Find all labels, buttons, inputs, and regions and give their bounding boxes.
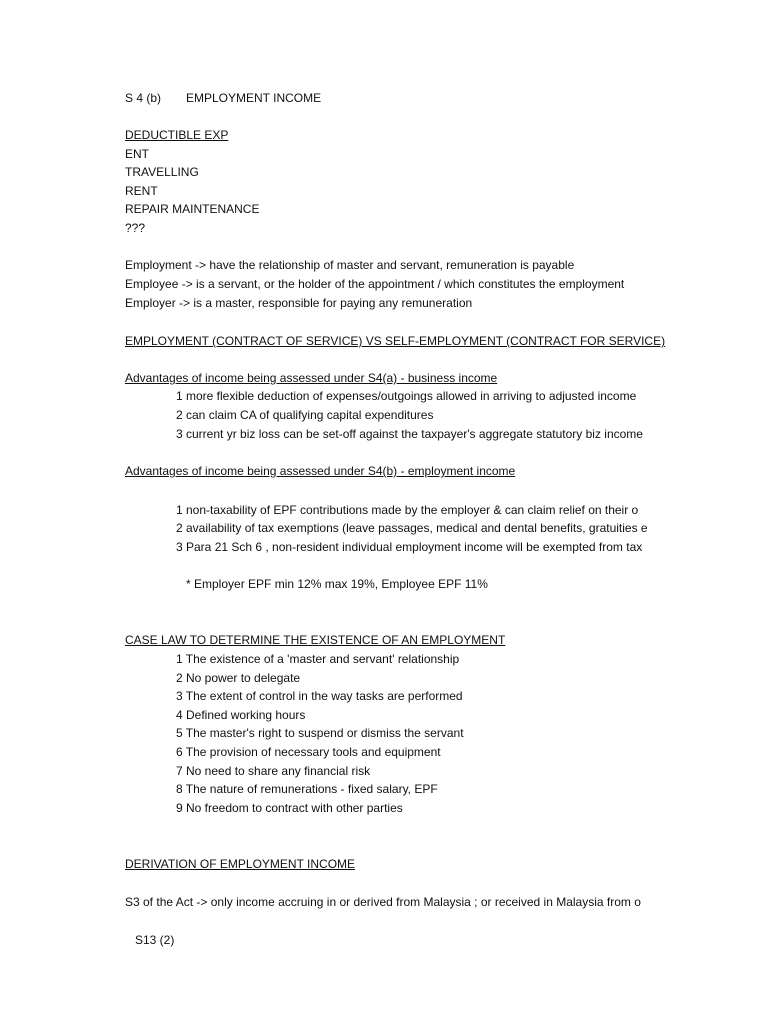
derivation-s13: S13 (2): [135, 933, 175, 947]
employment-advantage-item: 3 Para 21 Sch 6 , non-resident individual employment income will be exempted from tax: [176, 540, 643, 554]
case-law-item: 5 The master's right to suspend or dismiss the servant: [176, 726, 464, 740]
derivation-s3: S3 of the Act -> only income accruing in or derived from Malaysia ; or received in Malaysia from o: [125, 895, 641, 909]
deductible-item: TRAVELLING: [125, 165, 199, 179]
derivation-heading: DERIVATION OF EMPLOYMENT INCOME: [125, 857, 356, 871]
deductible-item: ???: [125, 221, 146, 235]
deductible-item: ENT: [125, 147, 149, 161]
business-advantage-item: 1 more flexible deduction of expenses/outgoings allowed in arriving to adjusted income: [176, 389, 637, 403]
page-title: EMPLOYMENT INCOME: [186, 91, 322, 105]
employment-advantage-item: 1 non-taxability of EPF contributions made by the employer & can claim relief on their o: [176, 503, 639, 517]
case-law-item: 2 No power to delegate: [176, 671, 301, 685]
epf-note: * Employer EPF min 12% max 19%, Employee EPF 11%: [186, 577, 488, 591]
deductible-heading: DEDUCTIBLE EXP: [125, 128, 229, 142]
definition-employee: Employee -> is a servant, or the holder of the appointment / which constitutes the employment: [125, 277, 625, 291]
case-law-item: 3 The extent of control in the way tasks are performed: [176, 689, 463, 703]
employment-advantage-item: 2 availability of tax exemptions (leave passages, medical and dental benefits, gratuities e: [176, 521, 648, 535]
section-label: S 4 (b): [125, 91, 162, 105]
deductible-item: REPAIR MAINTENANCE: [125, 202, 260, 216]
case-law-item: 8 The nature of remunerations - fixed salary, EPF: [176, 782, 438, 796]
case-law-item: 7 No need to share any financial risk: [176, 764, 371, 778]
business-advantage-item: 3 current yr biz loss can be set-off against the taxpayer's aggregate statutory biz income: [176, 427, 643, 441]
definition-employer: Employer -> is a master, responsible for paying any remuneration: [125, 296, 473, 310]
case-law-item: 1 The existence of a 'master and servant' relationship: [176, 652, 460, 666]
business-advantage-item: 2 can claim CA of qualifying capital expenditures: [176, 408, 434, 422]
case-law-item: 4 Defined working hours: [176, 708, 306, 722]
employment-advantages-heading: Advantages of income being assessed under S4(b) - employment income: [125, 464, 516, 478]
contract-heading: EMPLOYMENT (CONTRACT OF SERVICE) VS SELF-EMPLOYMENT (CONTRACT FOR SERVICE): [125, 334, 666, 348]
deductible-item: RENT: [125, 184, 158, 198]
definition-employment: Employment -> have the relationship of master and servant, remuneration is payable: [125, 258, 575, 272]
business-advantages-heading: Advantages of income being assessed under S4(a) - business income: [125, 371, 498, 385]
case-law-heading: CASE LAW TO DETERMINE THE EXISTENCE OF AN EMPLOYMENT: [125, 633, 506, 647]
case-law-item: 6 The provision of necessary tools and equipment: [176, 745, 441, 759]
case-law-item: 9 No freedom to contract with other parties: [176, 801, 403, 815]
